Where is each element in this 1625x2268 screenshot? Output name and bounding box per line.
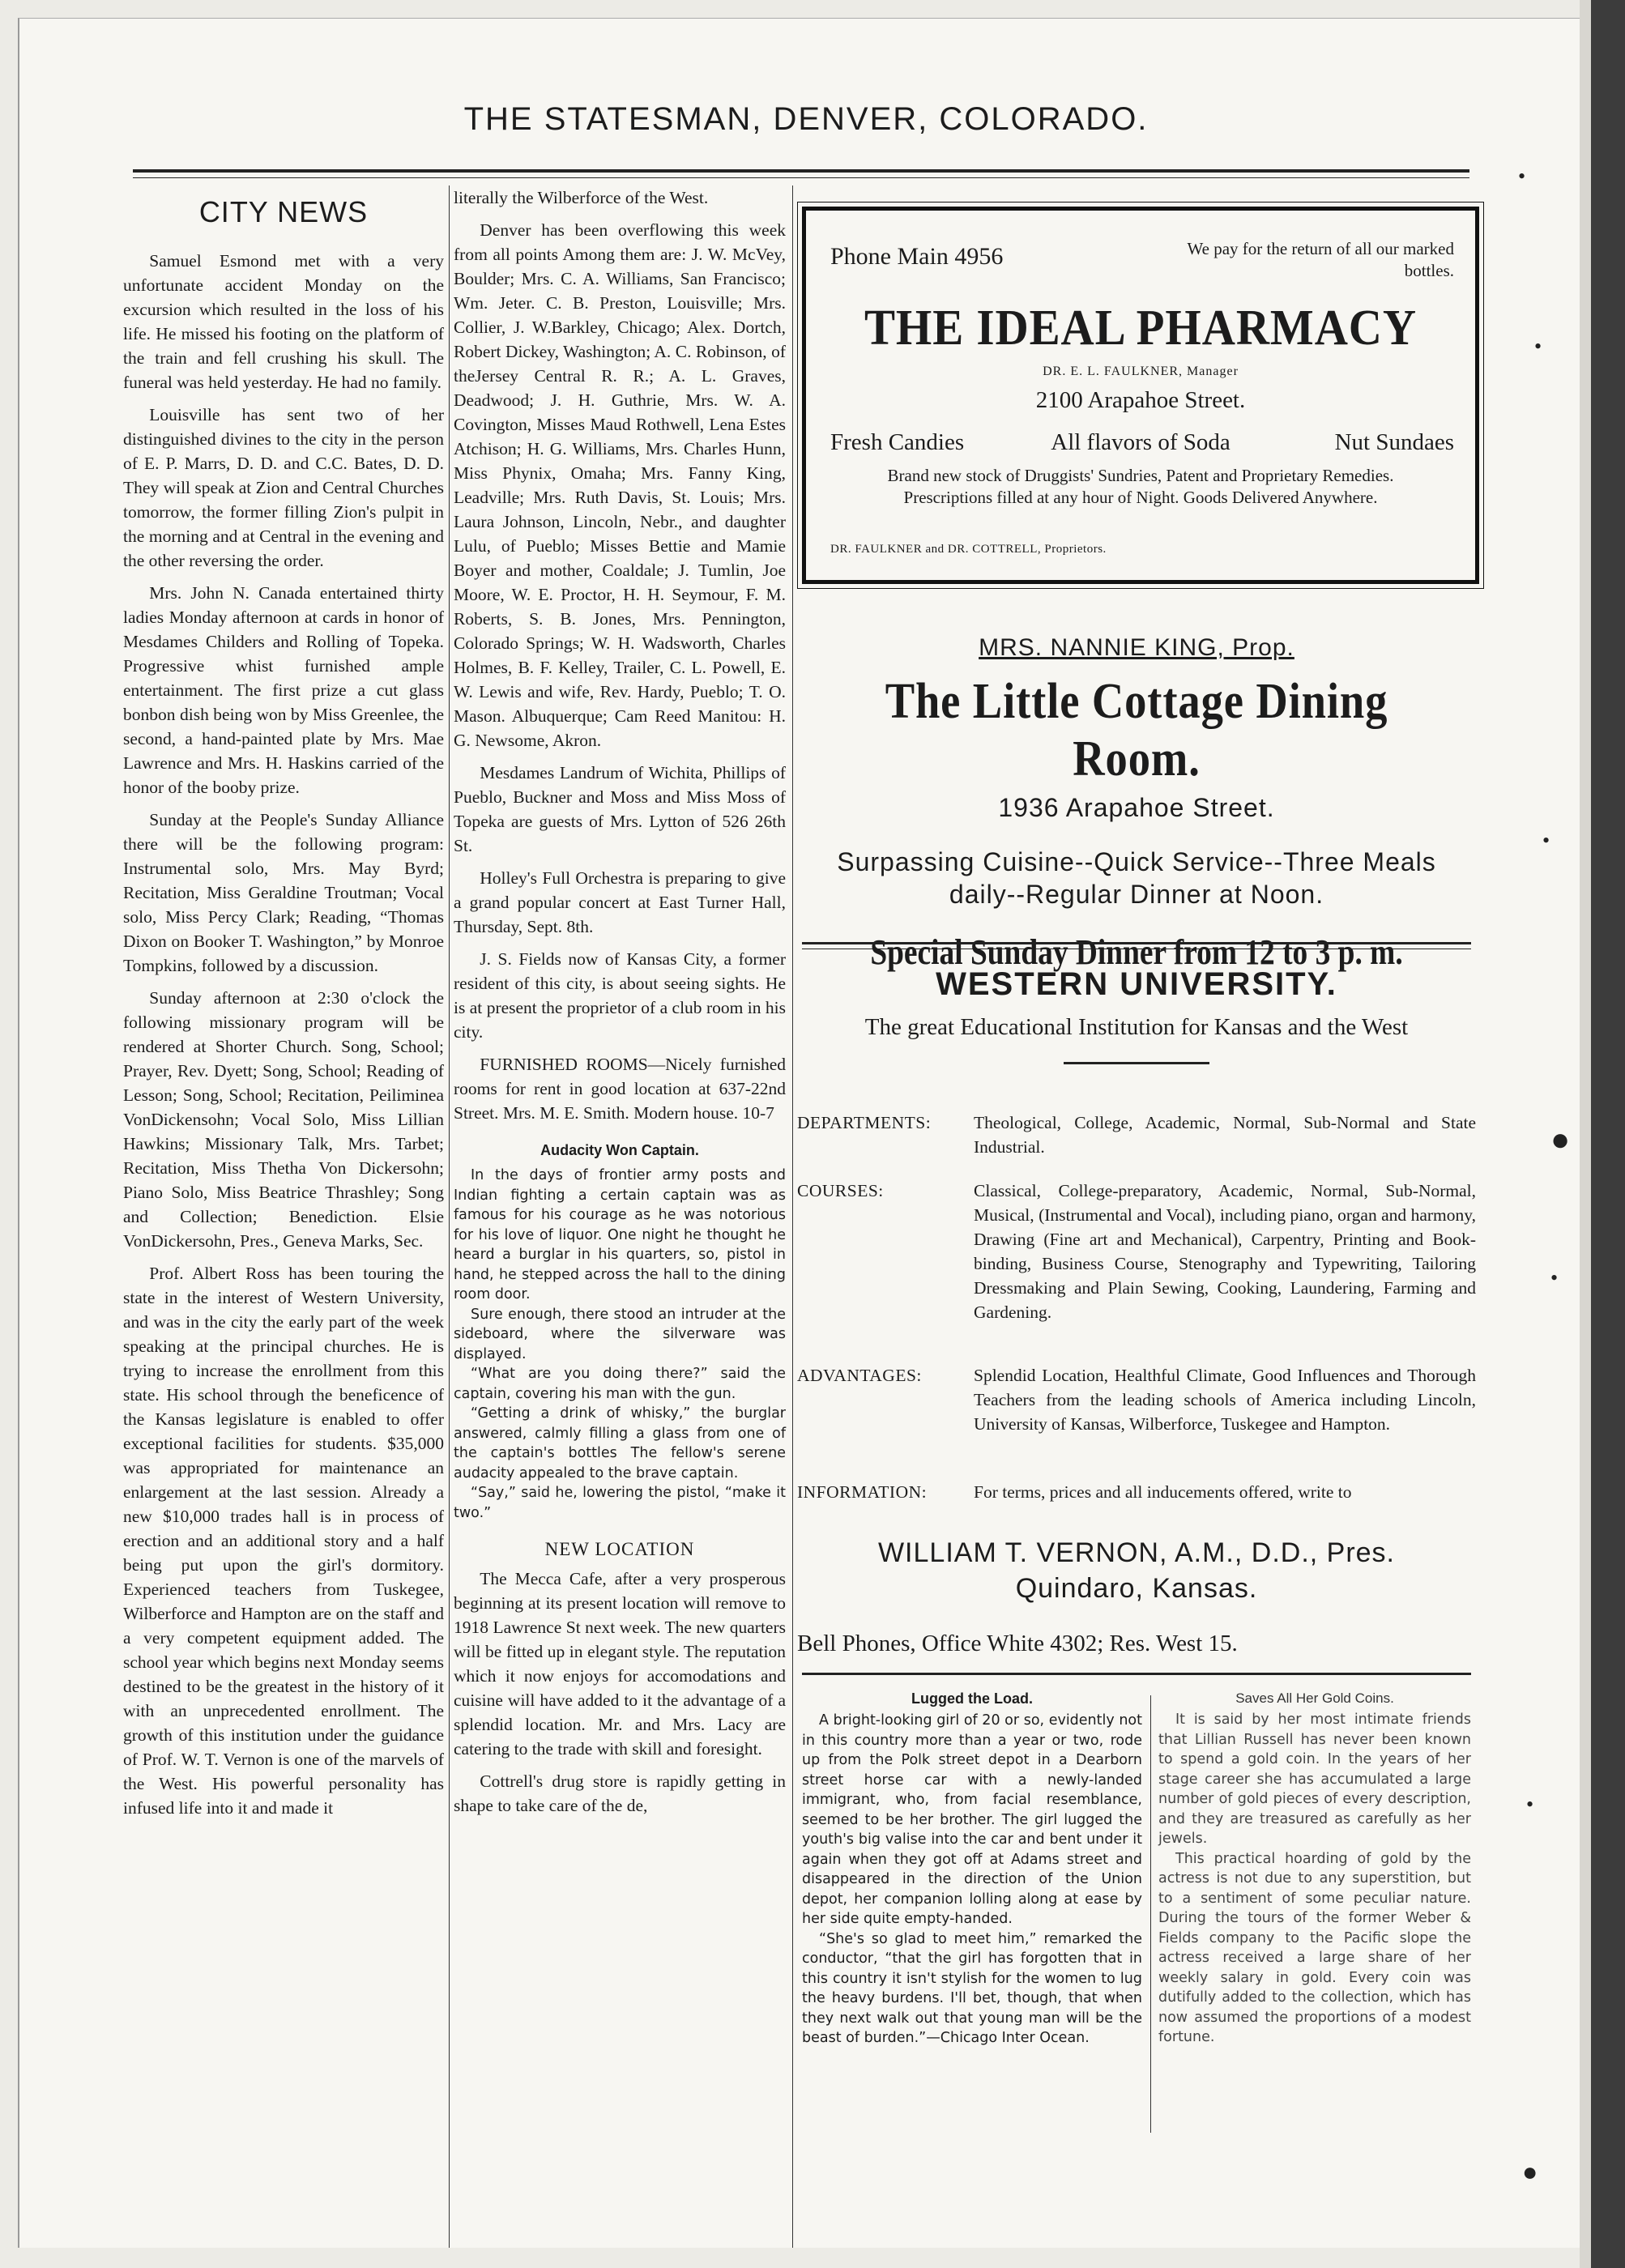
- university-president: WILLIAM T. VERNON, A.M., D.D., Pres.: [877, 1537, 1396, 1568]
- university-phones: Bell Phones, Office White 4302; Res. West 15.: [797, 1631, 1238, 1656]
- news-paragraph: Prof. Albert Ross has been touring the state in the interest of Western University, and was in the city the early part of the week speaking at the principal churches. He is trying to increase the enrollment from this state. His school through the beneficence of the Kansas legislature is enabled to offer exceptional facilities for students. $35,000 was appropriated for maintenance an enlargement at the last session. Already a new $10,000 trades hall is in process of erection and an additional story and a half being put upon the girl's dormitory. Experienced teachers from Tuskegee, Wilberforce and Hampton are on the staff and a very competent equipment added. The school year which begins next Monday seems destined to be the greatest in the history of it with an unprecedented enrollment. The growth of this institution under the guidance of Prof. W. T. Vernon is one of the marvels of the West. His powerful personality has infused life into it and made it: [123, 1264, 444, 1818]
- scan-mark: ●: [1522, 2157, 1538, 2186]
- top-rule: [133, 169, 1469, 173]
- pharmacy-street: 2100 Arapahoe Street.: [1035, 387, 1246, 413]
- scan-mark: •: [1518, 164, 1526, 188]
- university-ad: [797, 966, 1476, 1656]
- news-paragraph: Samuel Esmond met with a very unfortunate accident Monday on the excursion which resulted in the loss of his life. He missed his footing on the platform of the train and fell crushing his skull. The funeral was held yesterday. He had no family.: [123, 251, 444, 392]
- story-paragraph: It is said by her most intimate friends that Lillian Russell has never been known to spend a gold coin. In the years of her stage career she has accumulated a large number of gold pieces of every description, and they are treasured as carefully as her jewels.: [1158, 1712, 1471, 1847]
- news-paragraph: Mrs. John N. Canada entertained thirty ladies Monday afternoon at cards in honor of Mesdames Childers and Rolling of Topeka. Progressive whist furnished ample entertainment. The first prize a cut glass bonbon dish being won by Miss Greenlee, the second, a hand-painted plate by Mrs. Mae Lawrence and Mrs. H. Haskins carried of the honor of the booby prize.: [123, 583, 444, 797]
- story-paragraph: In the days of frontier army posts and Indian fighting a certain captain was as famous for his courage as he was notorious for his love of liquor. One night he thought he heard a burglar in his quarters, so, pistol in hand, he stepped across the hall to the dining room door.: [454, 1167, 786, 1302]
- pharmacy-return-note: We pay for the return of all our marked bottles.: [1187, 239, 1454, 280]
- newspaper-page: [18, 18, 1593, 2248]
- new-location-heading: NEW LOCATION: [544, 1539, 695, 1559]
- news-paragraph: Cottrell's drug store is rapidly getting in shape to take care of the de,: [454, 1771, 786, 1815]
- story-paragraph: “What are you doing there?” said the captain, covering his man with the gun.: [454, 1366, 786, 1402]
- cottage-sunday: Special Sunday Dinner from 12 to 3 p. m.: [870, 932, 1403, 972]
- pharmacy-sundaes: Nut Sundaes: [1334, 429, 1454, 455]
- university-subtitle: The great Educational Institution for Kansas and the West: [864, 1014, 1409, 1040]
- scan-border: [1591, 0, 1625, 2268]
- story-paragraph: Sure enough, there stood an intruder at the sideboard, where the silverware was displayed.: [454, 1306, 786, 1362]
- city-news-column: [123, 185, 444, 1828]
- story-paragraph: “Getting a drink of whisky,” the burglar answered, calmly filling a glass from one of the captain's bottles The fellow's serene audacity appealed to the brave captain.: [454, 1405, 786, 1481]
- news-paragraph: Denver has been overflowing this week from all points Among them are: J. W. McVey, Boulder; Mrs. C. A. Williams, San Francisco; Wm. Jeter. C. B. Preston, Louisville; Mrs. Collier, J. W.Barkley, Chicago; Alex. Dortch, Robert Dickey, Washington; A. C. Robinson, of theJersey Central R. R.; A. L. Graves, Deadwood; J. H. Guthrie, Mrs. W. A. Covington, Misses Maud Rothwell, Lena Estes Atchison; H. G. Williams, Mrs. Charles Hunn, Miss Phynix, Omaha; Mrs. Fanny King, Leadville; Mrs. Ruth Davis, St. Louis; Mrs. Laura Johnson, Lincoln, Nebr., and daughter Lulu, of Pueblo; Misses Bettie and Mamie Boyer and mother, Coaldale; J. Tumlin, Joe Moore, W. E. Proctor, H. H. Seymour, F. M. Roberts, S. B. Jones, Mrs. Pennington, Colorado Springs; W. H. Wadsworth, Charles Holmes, B. F. Kelley, Trailer, C. L. Powell, E. W. Lewis and wife, Rev. Hardy, Pueblo; T. O. Mason. Albuquerque; Cam Reed Manitou: H. G. Newsome, Akron.: [454, 220, 786, 750]
- cottage-cuisine: Surpassing Cuisine--Quick Service--Three Meals daily--Regular Dinner at Noon.: [837, 847, 1436, 909]
- news-paragraph: Sunday at the People's Sunday Alliance there will be the following program: Instrumental solo, Mrs. May Byrd; Recitation, Miss Geraldine Troutman; Vocal solo, Miss Percy Clark; Reading, “Thomas Dixon on Booker T. Washington,” by Monroe Tompkins, followed by a discussion.: [123, 810, 444, 975]
- row-text: Splendid Location, Healthful Climate, Good Influences and Thorough Teachers from the leading schools of America including Lincoln, University of Kansas, Wilberforce, Tuskegee and Hampton.: [974, 1366, 1476, 1434]
- row-label: ADVANTAGES:: [797, 1366, 922, 1385]
- city-news-heading: CITY NEWS: [198, 195, 369, 228]
- row-label: DEPARTMENTS:: [797, 1113, 932, 1132]
- gold-coins-story: [1158, 1686, 1471, 2048]
- column-divider: [1150, 1695, 1151, 2133]
- lugged-heading: Lugged the Load.: [911, 1690, 1033, 1707]
- pharmacy-phone: Phone Main 4956: [830, 243, 1004, 270]
- row-text: Classical, College-preparatory, Academic, Normal, Sub-Normal, Musical, (Instrumental and Vocal), including piano, organ and harmony, Drawing (Fine art and Mechanical), Carpentry, Printing and Book-binding, Business Course, Stenography and Typewriting, Tailoring Dressmaking and Plain Sewing, Cooking, Laundering, Farming and Gardening.: [974, 1181, 1476, 1322]
- masthead: THE STATESMAN, DENVER, COLORADO.: [463, 101, 1149, 137]
- row-text: For terms, prices and all inducements offered, write to: [974, 1482, 1352, 1502]
- lugged-story: [802, 1686, 1142, 2048]
- row-text: Theological, College, Academic, Normal, Sub-Normal and State Industrial.: [974, 1113, 1476, 1157]
- cottage-ad: [802, 634, 1471, 973]
- story-paragraph: A bright-looking girl of 20 or so, evidently not in this country more than a year or two, rode up from the Polk street depot in a Dearborn street horse car with a newly-landed immigrant, who, from facial resemblance, seemed to be her brother. The girl lugged the youth's big valise into the car and bent under it again when they got off at Adams street and disappeared in the direction of the Union depot, her companion lolling along at ease by her side quite empty-handed.: [802, 1712, 1142, 1927]
- row-label: INFORMATION:: [797, 1482, 928, 1502]
- scan-mark: •: [1534, 335, 1542, 358]
- pharmacy-name: THE IDEAL PHARMACY: [864, 301, 1418, 356]
- story-paragraph: “Say,” said he, lowering the pistol, “make it two.”: [454, 1485, 786, 1521]
- pharmacy-proprietors: DR. FAULKNER and DR. COTTRELL, Proprietors.: [830, 543, 1107, 556]
- scan-mark: •: [1542, 829, 1550, 852]
- news-paragraph: Sunday afternoon at 2:30 o'clock the following missionary program will be rendered at Shorter Church. Song, School; Prayer, Rev. Dyett; Song, School; Reading of Lesson; Song, School; Recitation, Peiliminea VonDickensohn; Vocal Solo, Miss Lillian Hawkins; Missionary Talk, Mrs. Tarbet; Recitation, Miss Thetha Von Dickersohn; Piano Solo, Miss Beatrice Thrashley; Song and Collection; Benediction. Elsie VonDickersohn, Pres., Geneva Marks, Sec.: [123, 988, 444, 1251]
- news-paragraph: literally the Wilberforce of the West.: [454, 188, 709, 207]
- classified-ad: FURNISHED ROOMS—Nicely furnished rooms for rent in good location at 637-22nd Street. Mrs. M. E. Smith. Modern house. 10-7: [454, 1055, 786, 1123]
- story-paragraph: This practical hoarding of gold by the actress is not due to any superstition, but to a sentiment of some peculiar nature. During the tours of the former Weber & Fields company to the Pacific slope the actress received a large share of her weekly salary in gold. Every coin was dutifully added to the collection, which has now assumed the proportions of a modest fortune.: [1158, 1850, 1471, 2045]
- top-rule-thin: [133, 177, 1469, 178]
- news-paragraph: The Mecca Cafe, after a very prosperous beginning at its present location will remove to 1918 Lawrence St next week. The new quarters will be fitted up in elegant style. The reputation which it now enjoys for accomodations and cuisine will have added to it the advantage of a splendid location. Mr. and Mrs. Lacy are catering to the trade with skill and foresight.: [454, 1569, 786, 1759]
- gold-coins-body: [1158, 1710, 1471, 2048]
- pharmacy-candies: Fresh Candies: [830, 429, 965, 455]
- news-paragraph: Holley's Full Orchestra is preparing to give a grand popular concert at East Turner Hall, Thursday, Sept. 8th.: [454, 868, 786, 936]
- pharmacy-manager: DR. E. L. FAULKNER, Manager: [1043, 364, 1239, 378]
- pharmacy-stock: Brand new stock of Druggists' Sundries, Patent and Proprietary Remedies. Prescriptions filled at any hour of Night. Goods Delivered Anywhere.: [887, 466, 1394, 507]
- scan-mark: ●: [1550, 1121, 1571, 1157]
- row-label: COURSES:: [797, 1181, 884, 1200]
- scan-mark: •: [1526, 1793, 1534, 1816]
- page-edge: [1580, 0, 1591, 2268]
- pharmacy-soda: All flavors of Soda: [1051, 429, 1230, 455]
- section-rule: [802, 1673, 1471, 1675]
- university-name: WESTERN UNIVERSITY.: [936, 966, 1337, 1002]
- cottage-proprietor: MRS. NANNIE KING, Prop.: [979, 634, 1294, 661]
- short-rule: [1064, 1062, 1209, 1064]
- cottage-title: The Little Cottage Dining Room.: [885, 674, 1388, 787]
- news-paragraph: Louisville has sent two of her distinguished divines to the city in the person of E. P. Marrs, D. D. and C.C. Bates, D. D. They will speak at Zion and Central Churches tomorrow, the former filling Zion's pulpit in the morning and at Central in the evening and the other reversing the order.: [123, 405, 444, 570]
- news-paragraph: Mesdames Landrum of Wichita, Phillips of Pueblo, Buckner and Moss and Miss Moss of Topeka are guests of Mrs. Lytton of 526 26th St.: [454, 763, 786, 855]
- news-paragraph: J. S. Fields now of Kansas City, a former resident of this city, is about seeing sights. He is at present the proprietor of a club room in his city.: [454, 949, 786, 1042]
- cottage-address: 1936 Arapahoe Street.: [998, 793, 1275, 822]
- scan-mark: •: [1550, 1266, 1559, 1290]
- university-place: Quindaro, Kansas.: [1015, 1573, 1258, 1604]
- column-divider: [449, 185, 450, 2248]
- gold-coins-heading: Saves All Her Gold Coins.: [1235, 1690, 1394, 1706]
- middle-column: [454, 185, 786, 1826]
- section-rule: [802, 942, 1471, 944]
- audacity-heading: Audacity Won Captain.: [540, 1142, 699, 1158]
- column-divider: [792, 185, 793, 2248]
- story-paragraph: “She's so glad to meet him,” remarked the conductor, “that the girl has forgotten that in this country it isn't stylish for the women to lug the heavy burdens. I'll bet, though, that when they next walk out that young man will be the beast of burden.”—Chicago Inter Ocean.: [802, 1930, 1142, 2046]
- lugged-body: [802, 1711, 1142, 2048]
- audacity-story: [454, 1166, 786, 1523]
- pharmacy-ad: [802, 207, 1479, 584]
